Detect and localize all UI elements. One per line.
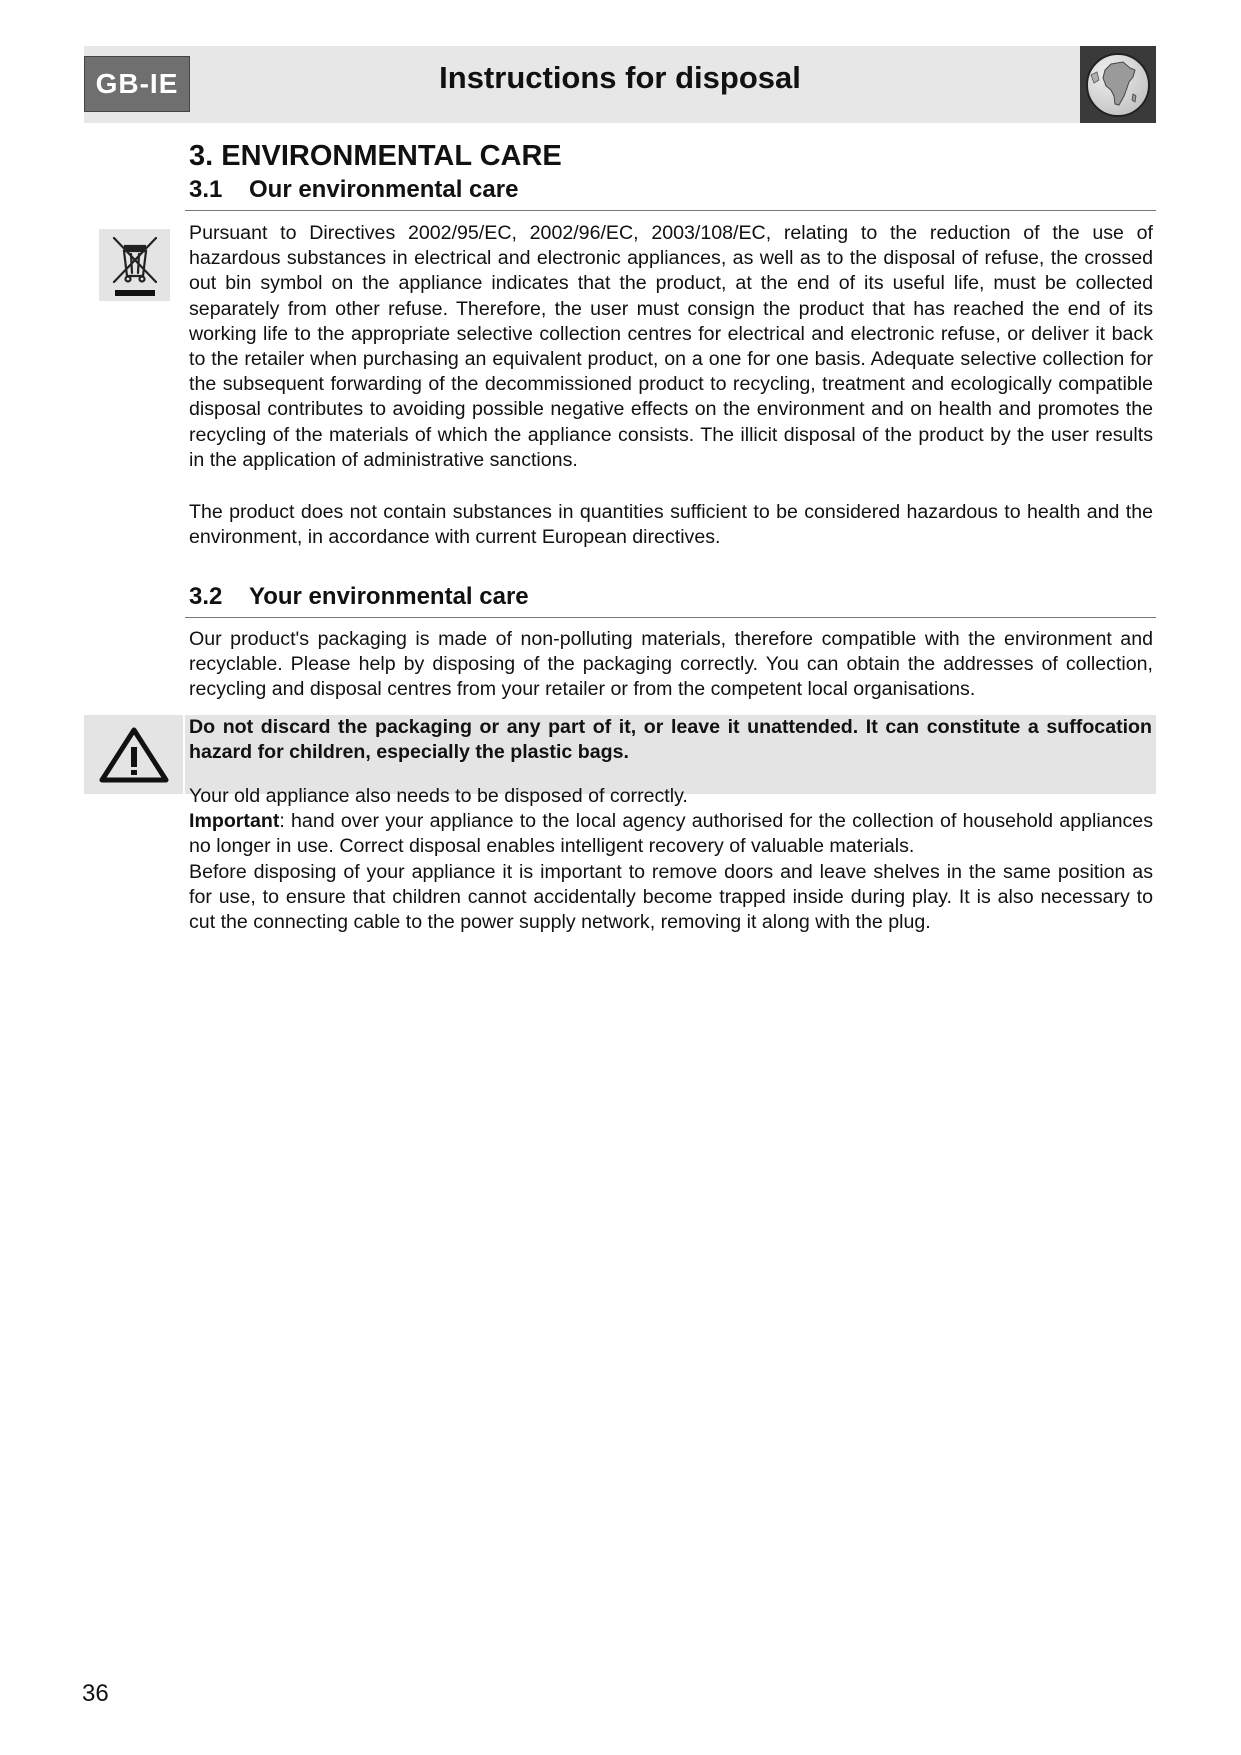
crossed-bin-icon <box>99 229 170 301</box>
section-title-text: ENVIRONMENTAL CARE <box>221 140 562 172</box>
warning-text: Do not discard the packaging or any part of it, or leave it unattended. It can constitute a suffocation hazard for children, especially the plastic bags. <box>189 716 1152 764</box>
section-title <box>189 140 562 173</box>
header-title: Instructions for disposal <box>439 60 801 95</box>
section-number: 3. <box>189 140 214 172</box>
page-number: 36 <box>82 1680 109 1707</box>
subsection-3-1-title <box>189 176 518 204</box>
sub1-paragraph-2: The product does not contain substances in quantities sufficient to be considered hazardous to health and the environment, in accordance with current European directives. <box>189 501 1153 549</box>
sub1-paragraph-1: Pursuant to Directives 2002/95/EC, 2002/96/EC, 2003/108/EC, relating to the reduction of the use of hazardous substances in electrical and electronic appliances, as well as to the disposal of refuse, the crossed out bin symbol on the appliance indicates that the product, at the end of its useful life, must be collected separately from other refuse. Therefore, the user must consign the product that has reached the end of its working life to the appropriate selective collection centres for electrical and electronic refuse, or deliver it back to the retailer when purchasing an equivalent product, on a one for one basis. Adequate selective collection for the subsequent forwarding of the decommissioned product to recycling, treatment and ecologically compatible disposal contributes to avoiding possible negative effects on the environment and on health and promotes the recycling of the materials of which the appliance consists. The illicit disposal of the product by the user results in the application of administrative sanctions. <box>189 222 1153 471</box>
important-paragraph <box>189 809 1153 859</box>
language-badge: GB-IE <box>84 56 190 112</box>
warning-triangle-icon <box>84 715 183 794</box>
globe-icon <box>1080 46 1156 123</box>
warning-text-box <box>185 715 1156 794</box>
subsection-title-text: Our environmental care <box>249 176 519 203</box>
before-disposing-text: Before disposing of your appliance it is important to remove doors and leave shelves in the same position as for use, to ensure that children cannot accidentally become trapped inside during play. It is also necessary to cut the connecting cable to the power supply network, removing it along with the plug. <box>189 860 1153 934</box>
section-divider <box>185 210 1156 211</box>
subsection-3-2-title <box>189 583 529 611</box>
subsection-number: 3.1 <box>189 176 223 203</box>
subsection-title-text: Your environmental care <box>249 583 529 610</box>
sub2-closing-paragraphs <box>189 784 1153 935</box>
page-header <box>84 46 1156 123</box>
important-label: Important <box>189 810 280 833</box>
important-text: : hand over your appliance to the local agency authorised for the collection of household appliances no longer in use. Correct disposal enables intelligent recovery of valuable materials. <box>189 810 1153 858</box>
sub2-intro-paragraph: Our product's packaging is made of non-polluting materials, therefore compatible with the environment and recyclable. Please help by disposing of the packaging correctly. You can obtain the addresses of collection, recycling and disposal centres from your retailer or from the competent local organisations. <box>189 628 1153 701</box>
old-appliance-text: Your old appliance also needs to be disposed of correctly. <box>189 785 688 807</box>
warning-box <box>84 715 1156 794</box>
section-divider <box>185 617 1156 618</box>
subsection-number: 3.2 <box>189 583 223 610</box>
